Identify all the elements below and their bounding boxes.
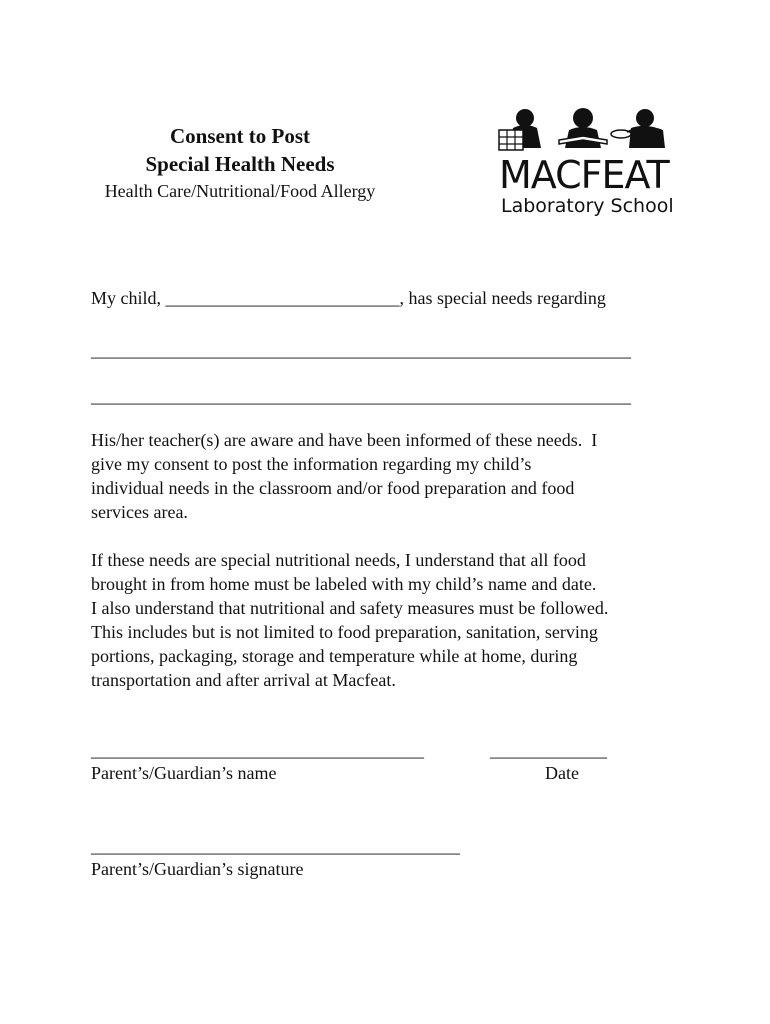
guardian-name-label: Parent’s/Guardian’s name [91, 763, 277, 783]
form-title-line-2: Special Health Needs [145, 152, 335, 176]
macfeat-logo-graphic [495, 106, 680, 226]
consent-paragraph-2 [91, 548, 681, 692]
paragraph-line: If these needs are special nutritional needs, I understand that all food [91, 550, 586, 570]
paragraph-line: transportation and after arrival at Macfeat. [91, 670, 396, 690]
paragraph-line: portions, packaging, storage and temperature while at home, during [91, 646, 578, 666]
paragraph-line: services area. [91, 502, 188, 522]
needs-blank-line-2: ____________________________________________________________ [91, 386, 631, 406]
form-subtitle: Health Care/Nutritional/Food Allergy [104, 181, 376, 201]
needs-blank-line-1: ____________________________________________________________ [91, 340, 631, 360]
paragraph-line: individual needs in the classroom and/or food preparation and food [91, 478, 575, 498]
consent-paragraph-1 [91, 428, 681, 524]
date-label: Date [545, 763, 579, 783]
guardian-signature-label: Parent’s/Guardian’s signature [91, 859, 304, 879]
logo-name-text: MACFEAT [499, 153, 669, 197]
paragraph-line: This includes but is not limited to food preparation, sanitation, serving [91, 622, 598, 642]
paragraph-line: give my consent to post the information regarding my child’s [91, 454, 532, 474]
guardian-signature-line: _________________________________________ [91, 836, 460, 856]
paragraph-line: His/her teacher(s) are aware and have been informed of these needs. I [91, 430, 598, 450]
guardian-name-line: _____________________________________ [91, 740, 424, 760]
macfeat-school-logo [495, 106, 680, 226]
paragraph-line: I also understand that nutritional and safety measures must be followed. [91, 598, 609, 618]
logo-sub-text: Laboratory School [501, 195, 674, 217]
date-line: _____________ [490, 740, 607, 760]
paragraph-line: brought in from home must be labeled with my child’s name and date. [91, 574, 597, 594]
form-title-line-1: Consent to Post [170, 124, 310, 148]
child-name-line: My child, __________________________, has special needs regarding [91, 288, 606, 308]
title-block [80, 122, 400, 204]
